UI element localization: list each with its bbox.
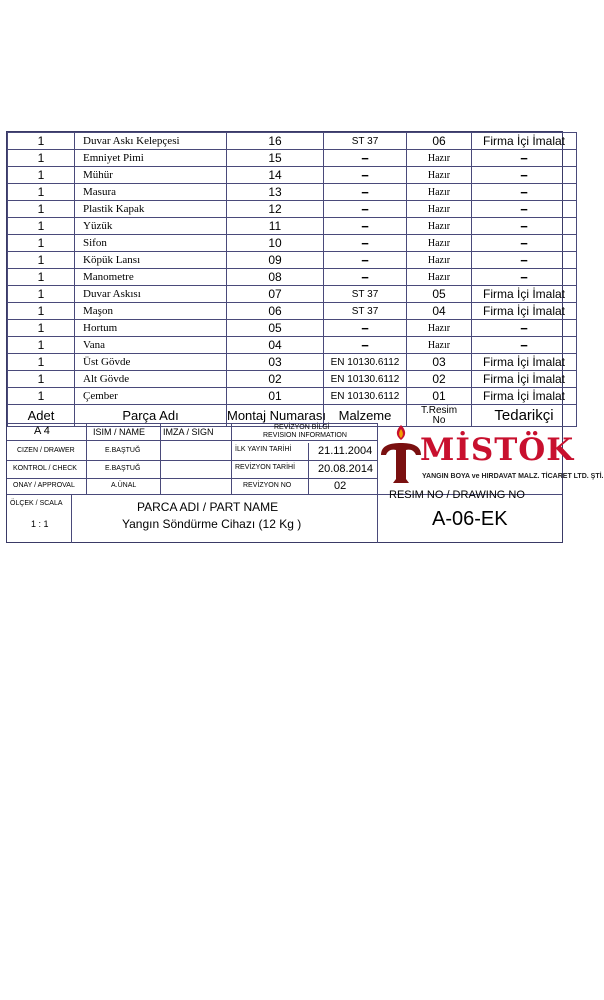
company-subtitle: YANGIN BOYA ve HIRDAVAT MALZ. TİCARET LTD. ŞTİ. bbox=[422, 473, 604, 480]
drawing-no: A-06-EK bbox=[432, 508, 508, 530]
part-name: Üst Gövde bbox=[75, 354, 227, 371]
first-publication-label: İLK YAYIN TARİHİ bbox=[235, 446, 292, 453]
header-t-resim-line2: No bbox=[432, 414, 446, 426]
part-name: Masura bbox=[75, 184, 227, 201]
part-material: EN 10130.6112 bbox=[324, 388, 407, 405]
company-name: MİSTÖK bbox=[420, 432, 575, 468]
part-drawing-no: 02 bbox=[407, 371, 472, 388]
revision-no: 02 bbox=[334, 480, 347, 492]
parts-row bbox=[8, 337, 577, 354]
parts-row bbox=[8, 269, 577, 286]
part-quantity: 1 bbox=[8, 184, 75, 201]
part-quantity: 1 bbox=[8, 337, 75, 354]
parts-list-table bbox=[7, 132, 577, 427]
part-supplier: Firma İçi İmalat bbox=[472, 286, 577, 303]
part-drawing-no: Hazır bbox=[407, 150, 472, 167]
part-name: Köpük Lansı bbox=[75, 252, 227, 269]
part-drawing-no: Hazır bbox=[407, 269, 472, 286]
scale-label: ÖLÇEK / SCALA bbox=[10, 500, 63, 507]
part-name-label: PARCA ADI / PART NAME bbox=[137, 500, 279, 514]
paper-size: A 4 bbox=[34, 425, 50, 437]
part-material: EN 10130.6112 bbox=[324, 354, 407, 371]
part-assembly-number: 02 bbox=[227, 371, 324, 388]
flame-figure-icon bbox=[378, 423, 424, 486]
part-drawing-no: Hazır bbox=[407, 252, 472, 269]
header-adet: Adet bbox=[8, 405, 75, 427]
part-drawing-no: Hazır bbox=[407, 184, 472, 201]
parts-row bbox=[8, 354, 577, 371]
check-label: KONTROL / CHECK bbox=[13, 465, 77, 472]
part-quantity: 1 bbox=[8, 286, 75, 303]
part-material: EN 10130.6112 bbox=[324, 371, 407, 388]
part-name: Vana bbox=[75, 337, 227, 354]
part-assembly-number: 01 bbox=[227, 388, 324, 405]
part-quantity: 1 bbox=[8, 388, 75, 405]
header-montaj-numarasi: Montaj Numarası bbox=[227, 405, 324, 427]
revision-no-label: REVİZYON NO bbox=[243, 482, 292, 489]
part-assembly-number: 03 bbox=[227, 354, 324, 371]
part-quantity: 1 bbox=[8, 371, 75, 388]
part-supplier: − bbox=[472, 150, 577, 167]
part-assembly-number: 13 bbox=[227, 184, 324, 201]
part-supplier: − bbox=[472, 218, 577, 235]
part-quantity: 1 bbox=[8, 201, 75, 218]
check-name: E.BAŞTUĞ bbox=[105, 465, 141, 472]
part-supplier: − bbox=[472, 184, 577, 201]
approval-name: A.ÜNAL bbox=[111, 482, 137, 489]
part-name: Yangın Söndürme Cihazı (12 Kg ) bbox=[122, 517, 302, 531]
part-supplier: Firma İçi İmalat bbox=[472, 371, 577, 388]
part-material: ST 37 bbox=[324, 286, 407, 303]
part-supplier: − bbox=[472, 167, 577, 184]
part-material: − bbox=[324, 269, 407, 286]
part-assembly-number: 12 bbox=[227, 201, 324, 218]
part-supplier: − bbox=[472, 269, 577, 286]
parts-row bbox=[8, 320, 577, 337]
part-quantity: 1 bbox=[8, 252, 75, 269]
part-material: ST 37 bbox=[324, 133, 407, 150]
part-drawing-no: 05 bbox=[407, 286, 472, 303]
part-assembly-number: 11 bbox=[227, 218, 324, 235]
part-drawing-no: Hazır bbox=[407, 218, 472, 235]
part-material: − bbox=[324, 235, 407, 252]
parts-row bbox=[8, 201, 577, 218]
part-material: ST 37 bbox=[324, 303, 407, 320]
part-assembly-number: 15 bbox=[227, 150, 324, 167]
part-supplier: Firma İçi İmalat bbox=[472, 303, 577, 320]
part-assembly-number: 14 bbox=[227, 167, 324, 184]
part-name: Yüzük bbox=[75, 218, 227, 235]
part-drawing-no: 01 bbox=[407, 388, 472, 405]
part-material: − bbox=[324, 337, 407, 354]
parts-row bbox=[8, 235, 577, 252]
part-material: − bbox=[324, 201, 407, 218]
part-supplier: − bbox=[472, 235, 577, 252]
part-quantity: 1 bbox=[8, 269, 75, 286]
parts-row bbox=[8, 184, 577, 201]
parts-row bbox=[8, 252, 577, 269]
part-name: Plastik Kapak bbox=[75, 201, 227, 218]
drawing-no-label: RESIM NO / DRAWING NO bbox=[389, 489, 525, 501]
part-quantity: 1 bbox=[8, 320, 75, 337]
first-publication-date: 21.11.2004 bbox=[318, 445, 373, 457]
company-logo bbox=[378, 423, 604, 486]
isim-header: ISIM / NAME bbox=[93, 427, 146, 437]
technical-drawing-sheet bbox=[6, 131, 604, 543]
parts-row bbox=[8, 286, 577, 303]
part-name: Mühür bbox=[75, 167, 227, 184]
part-drawing-no: 04 bbox=[407, 303, 472, 320]
drawer-name: E.BAŞTUĞ bbox=[105, 447, 141, 454]
part-supplier: − bbox=[472, 320, 577, 337]
part-material: − bbox=[324, 320, 407, 337]
part-drawing-no: Hazır bbox=[407, 320, 472, 337]
title-block bbox=[7, 423, 604, 543]
part-assembly-number: 06 bbox=[227, 303, 324, 320]
part-name: Duvar Askısı bbox=[75, 286, 227, 303]
part-name: Duvar Askı Kelepçesi bbox=[75, 133, 227, 150]
parts-row bbox=[8, 133, 577, 150]
header-t-resim-line1: T.Resim bbox=[420, 404, 458, 416]
part-name: Manometre bbox=[75, 269, 227, 286]
part-name: Maşon bbox=[75, 303, 227, 320]
parts-row bbox=[8, 388, 577, 405]
part-drawing-no: Hazır bbox=[407, 337, 472, 354]
header-parca-adi: Parça Adı bbox=[75, 405, 227, 427]
part-assembly-number: 16 bbox=[227, 133, 324, 150]
part-material: − bbox=[324, 252, 407, 269]
parts-row bbox=[8, 167, 577, 184]
part-supplier: − bbox=[472, 337, 577, 354]
part-name: Sifon bbox=[75, 235, 227, 252]
header-tedarikci: Tedarikçi bbox=[472, 405, 577, 427]
part-quantity: 1 bbox=[8, 218, 75, 235]
part-drawing-no: 06 bbox=[407, 133, 472, 150]
part-drawing-no: Hazır bbox=[407, 167, 472, 184]
part-supplier: − bbox=[472, 252, 577, 269]
revision-info-en: REVISION INFORMATION bbox=[263, 432, 347, 439]
part-drawing-no: Hazır bbox=[407, 235, 472, 252]
part-assembly-number: 05 bbox=[227, 320, 324, 337]
part-assembly-number: 04 bbox=[227, 337, 324, 354]
part-name: Çember bbox=[75, 388, 227, 405]
imza-header: IMZA / SIGN bbox=[163, 427, 214, 437]
part-name: Emniyet Pimi bbox=[75, 150, 227, 167]
revision-date: 20.08.2014 bbox=[318, 463, 374, 475]
approval-label: ONAY / APPROVAL bbox=[13, 482, 75, 489]
part-name: Hortum bbox=[75, 320, 227, 337]
part-assembly-number: 07 bbox=[227, 286, 324, 303]
part-quantity: 1 bbox=[8, 167, 75, 184]
part-supplier: − bbox=[472, 201, 577, 218]
parts-row bbox=[8, 303, 577, 320]
part-material: − bbox=[324, 218, 407, 235]
part-material: − bbox=[324, 184, 407, 201]
drawer-label: CIZEN / DRAWER bbox=[17, 447, 75, 454]
parts-row bbox=[8, 218, 577, 235]
revision-info-tr: REVİZYON BİLGİ bbox=[274, 424, 330, 431]
parts-row bbox=[8, 371, 577, 388]
part-supplier: Firma İçi İmalat bbox=[472, 388, 577, 405]
part-quantity: 1 bbox=[8, 354, 75, 371]
part-quantity: 1 bbox=[8, 133, 75, 150]
part-assembly-number: 09 bbox=[227, 252, 324, 269]
part-assembly-number: 10 bbox=[227, 235, 324, 252]
revision-date-label: REVİZYON TARİHİ bbox=[235, 464, 296, 471]
part-supplier: Firma İçi İmalat bbox=[472, 354, 577, 371]
part-quantity: 1 bbox=[8, 303, 75, 320]
part-drawing-no: 03 bbox=[407, 354, 472, 371]
parts-row bbox=[8, 150, 577, 167]
part-quantity: 1 bbox=[8, 235, 75, 252]
part-material: − bbox=[324, 167, 407, 184]
part-material: − bbox=[324, 150, 407, 167]
part-quantity: 1 bbox=[8, 150, 75, 167]
part-assembly-number: 08 bbox=[227, 269, 324, 286]
part-name: Alt Gövde bbox=[75, 371, 227, 388]
header-malzeme: Malzeme bbox=[324, 405, 407, 427]
scale-value: 1 : 1 bbox=[31, 519, 49, 529]
part-drawing-no: Hazır bbox=[407, 201, 472, 218]
part-supplier: Firma İçi İmalat bbox=[472, 133, 577, 150]
